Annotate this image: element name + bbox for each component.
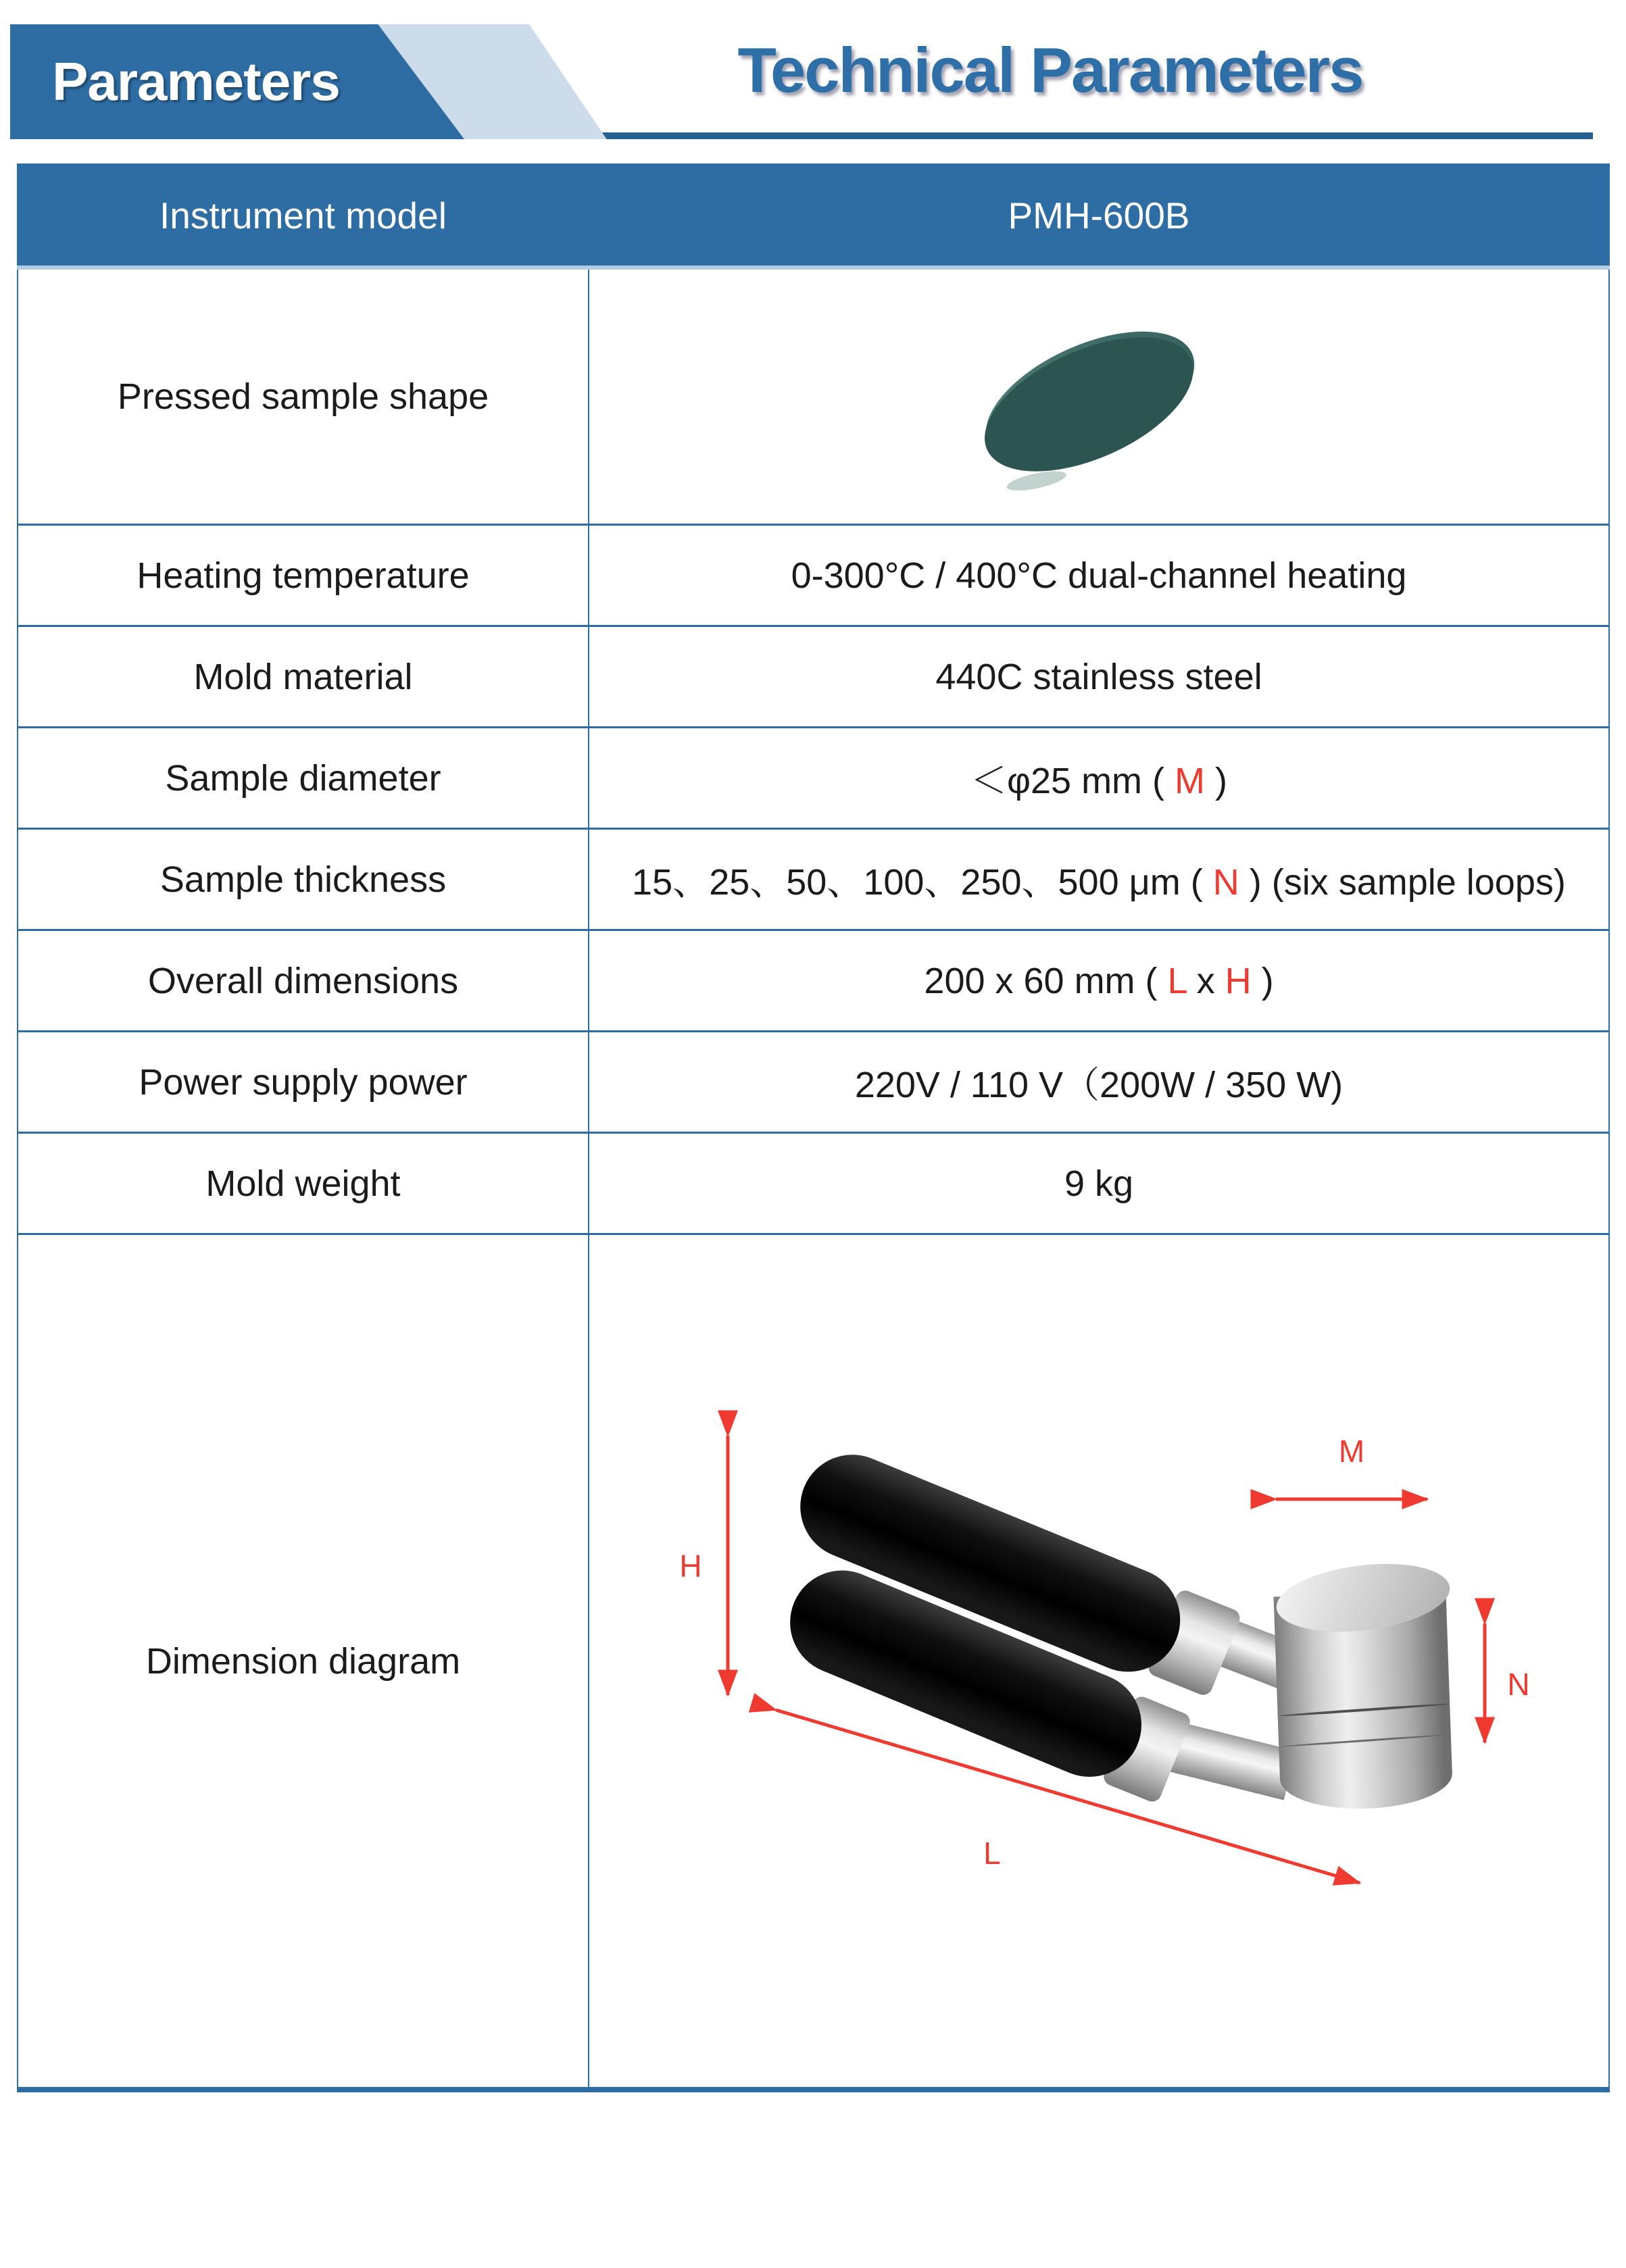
header-value-cell: PMH-600B <box>589 165 1609 268</box>
row-value: 220V / 110 V（200W / 350 W) <box>589 1032 1609 1133</box>
row-value: 0-300°C / 400°C dual-channel heating <box>589 525 1609 626</box>
dimension-label-l: L <box>983 1836 1001 1871</box>
dimension-arrows <box>589 1236 1607 2086</box>
table-row <box>18 626 1609 728</box>
spec-table <box>17 163 1610 2092</box>
highlight-letter-h: H <box>1225 960 1252 1001</box>
table-row <box>18 1032 1609 1133</box>
header-label-cell: Instrument model <box>18 165 589 268</box>
sample-disc-image <box>966 304 1214 493</box>
dimension-diagram <box>589 1236 1607 2086</box>
row-value <box>589 829 1609 930</box>
row-label: Mold material <box>18 626 589 728</box>
table-row <box>18 930 1609 1032</box>
value-text: ＜φ25 mm ( <box>970 761 1175 801</box>
table-row <box>18 1133 1609 1234</box>
highlight-letter-n: N <box>1212 862 1239 903</box>
row-label: Power supply power <box>18 1032 589 1133</box>
row-value: 9 kg <box>589 1133 1609 1234</box>
row-label: Mold weight <box>18 1133 589 1234</box>
table-row <box>18 829 1609 930</box>
row-value <box>589 268 1609 525</box>
value-text: 15、25、50、100、250、500 μm ( <box>632 862 1213 903</box>
banner-label: Parameters <box>52 51 340 111</box>
value-text: x <box>1186 960 1225 1001</box>
table-row <box>18 728 1609 829</box>
row-label: Pressed sample shape <box>18 268 589 525</box>
row-label: Heating temperature <box>18 525 589 626</box>
row-label: Overall dimensions <box>18 930 589 1032</box>
value-text: 200 x 60 mm ( <box>924 960 1168 1001</box>
row-label: Dimension diagram <box>18 1234 589 2090</box>
dimension-label-m: M <box>1338 1434 1365 1469</box>
value-text: ) (six sample loops) <box>1239 862 1566 903</box>
highlight-letter-m: M <box>1175 761 1206 801</box>
value-text: ) <box>1251 960 1274 1001</box>
sample-disc-figure <box>589 272 1608 522</box>
table-row <box>18 165 1609 268</box>
dimension-label-n: N <box>1507 1667 1530 1702</box>
table-row <box>18 1234 1609 2090</box>
value-text: ) <box>1205 761 1228 801</box>
table-row <box>18 525 1609 626</box>
dimension-label-h: H <box>679 1548 702 1584</box>
row-value <box>589 728 1609 829</box>
arrow-l <box>776 1710 1360 1883</box>
table-row <box>18 268 1609 525</box>
page-title: Technical Parameters <box>737 34 1363 105</box>
row-value <box>589 1234 1609 2090</box>
row-label: Sample diameter <box>18 728 589 829</box>
row-value <box>589 930 1609 1032</box>
row-value: 440C stainless steel <box>589 626 1609 728</box>
row-label: Sample thickness <box>18 829 589 930</box>
highlight-letter-l: L <box>1167 960 1187 1001</box>
